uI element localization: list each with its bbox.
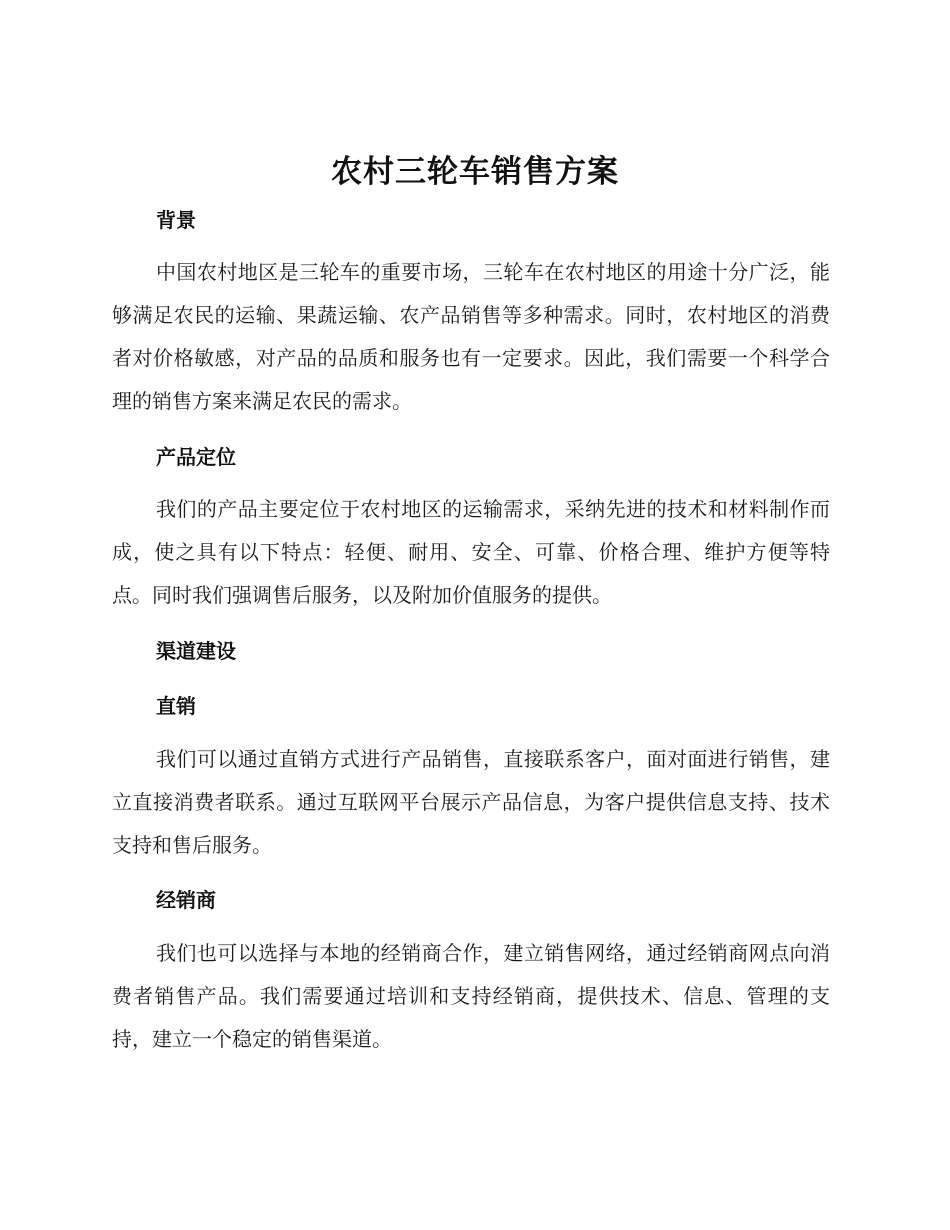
- section-heading-product-positioning: 产品定位: [156, 445, 236, 469]
- section-heading-background: 背景: [156, 208, 196, 232]
- section-paragraph-dealers: 我们也可以选择与本地的经销商合作，建立销售网络，通过经销商网点向消费者销售产品。我们需要通过培训和支持经销商，提供技术、信息、管理的支持，建立一个稳定的销售渠道。: [112, 941, 830, 1051]
- section-heading-direct-sales: 直销: [156, 694, 196, 718]
- section-heading-channel-building: 渠道建设: [156, 639, 236, 663]
- section-paragraph-product-positioning: 我们的产品主要定位于农村地区的运输需求，采纳先进的技术和材料制作而成，使之具有以下特点：轻便、耐用、安全、可靠、价格合理、维护方便等特点。同时我们强调售后服务，以及附加价值服务的提供。: [112, 497, 830, 607]
- section-heading-dealers: 经销商: [156, 888, 216, 912]
- section-paragraph-direct-sales: 我们可以通过直销方式进行产品销售，直接联系客户，面对面进行销售，建立直接消费者联系。通过互联网平台展示产品信息，为客户提供信息支持、技术支持和售后服务。: [112, 747, 830, 857]
- section-paragraph-background: 中国农村地区是三轮车的重要市场，三轮车在农村地区的用途十分广泛，能够满足农民的运输、果蔬运输、农产品销售等多种需求。同时，农村地区的消费者对价格敏感，对产品的品质和服务也有一定要求。因此，我们需要一个科学合理的销售方案来满足农民的需求。: [112, 260, 830, 413]
- document-title: 农村三轮车销售方案: [331, 154, 619, 190]
